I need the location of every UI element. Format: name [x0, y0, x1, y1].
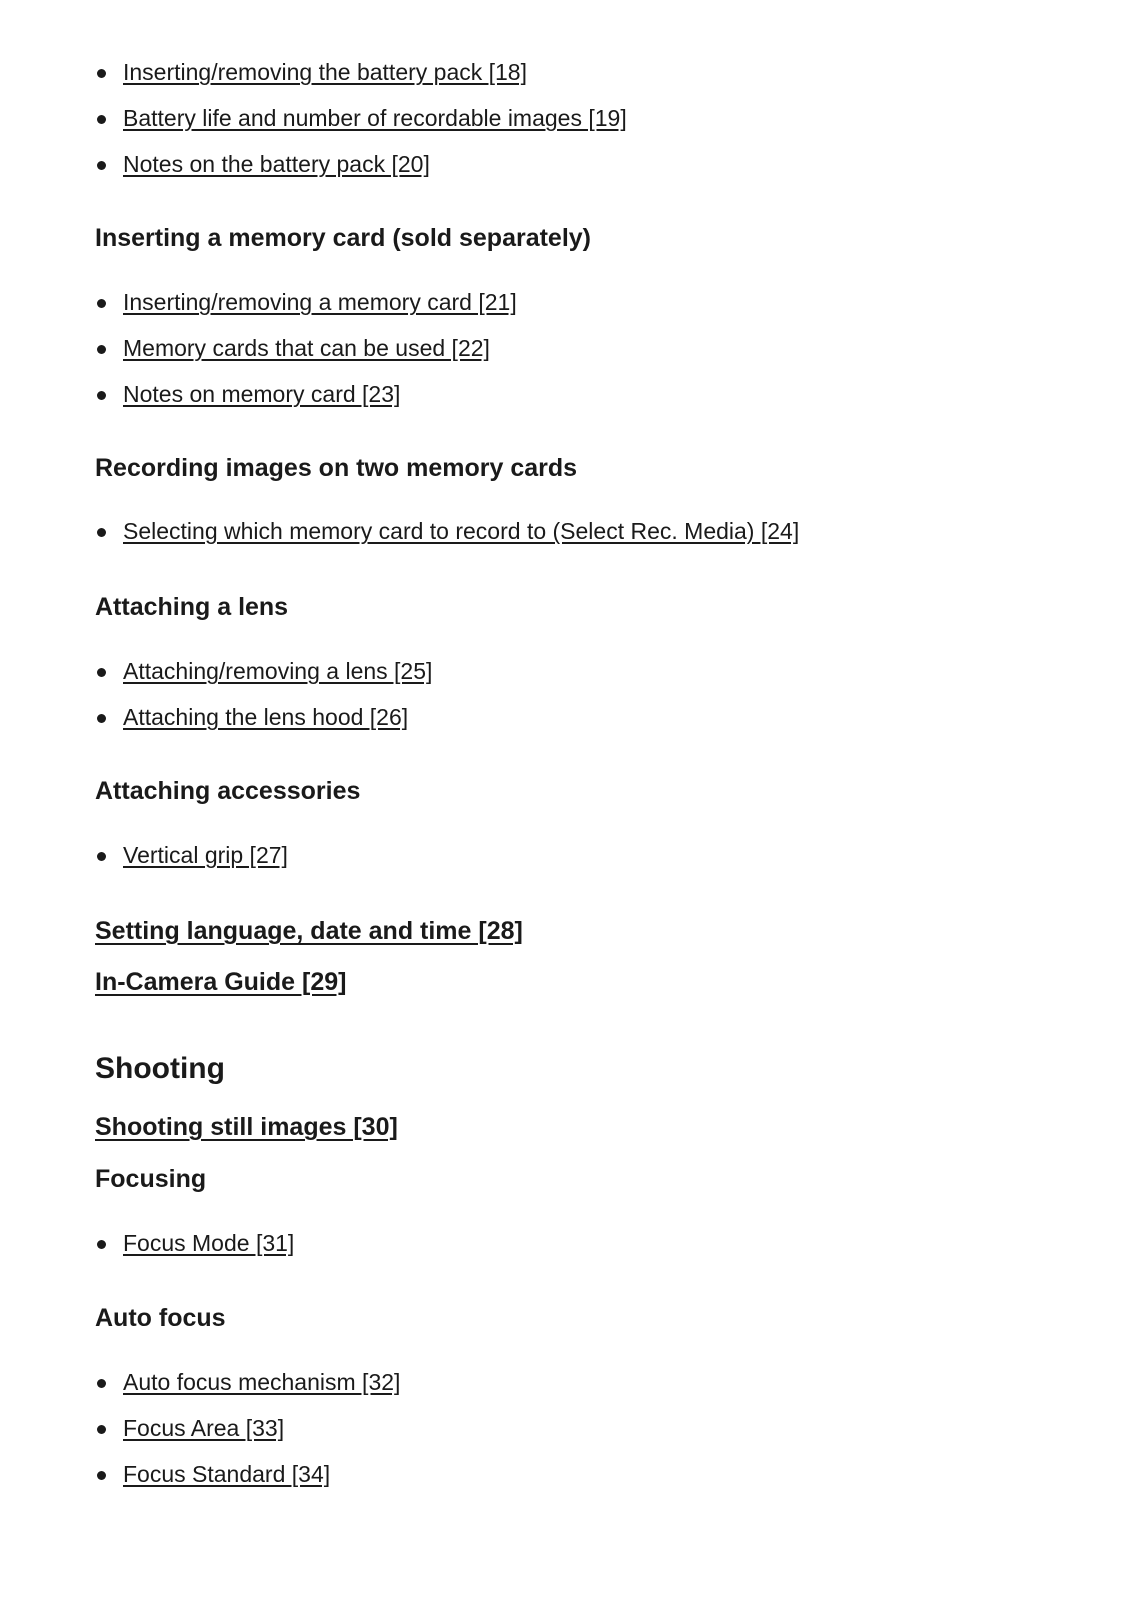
link-battery-life[interactable]: Battery life and number of recordable images [19] — [123, 105, 627, 131]
heading-focusing: Focusing — [95, 1165, 207, 1193]
list-item — [0, 700, 1131, 746]
heading-inserting-memory-card: Inserting a memory card (sold separately) — [95, 224, 592, 252]
heading-attaching-lens: Attaching a lens — [95, 593, 289, 621]
heading-auto-focus: Auto focus — [95, 1304, 226, 1332]
bullet-icon — [97, 668, 106, 677]
bullet-icon — [97, 1240, 106, 1249]
memory-card-link-list — [0, 285, 1131, 423]
list-item — [0, 1365, 1131, 1411]
list-item — [0, 331, 1131, 377]
heading-setting-language — [95, 914, 523, 948]
link-select-rec-media[interactable]: Selecting which memory card to record to (Select Rec. Media) [24] — [123, 518, 800, 544]
list-item — [0, 1411, 1131, 1457]
link-inserting-removing-memory-card[interactable]: Inserting/removing a memory card [21] — [123, 289, 517, 315]
bullet-icon — [97, 1379, 106, 1388]
list-item — [0, 377, 1131, 423]
link-focus-standard[interactable]: Focus Standard [34] — [123, 1461, 331, 1487]
list-item — [0, 147, 1131, 193]
bullet-icon — [97, 852, 106, 861]
lens-link-list — [0, 654, 1131, 746]
focusing-link-list — [0, 1226, 1131, 1272]
heading-shooting-still-images — [95, 1110, 398, 1144]
heading-attaching-accessories: Attaching accessories — [95, 777, 361, 805]
bullet-icon — [97, 161, 106, 170]
bullet-icon — [97, 299, 106, 308]
link-vertical-grip[interactable]: Vertical grip [27] — [123, 842, 288, 868]
list-item — [0, 1226, 1131, 1272]
heading-in-camera-guide — [95, 965, 346, 999]
bullet-icon — [97, 1471, 106, 1480]
list-item — [0, 514, 1131, 560]
link-focus-mode[interactable]: Focus Mode [31] — [123, 1230, 295, 1256]
list-item — [0, 654, 1131, 700]
link-attaching-lens-hood[interactable]: Attaching the lens hood [26] — [123, 704, 409, 730]
bullet-icon — [97, 115, 106, 124]
link-auto-focus-mechanism[interactable]: Auto focus mechanism [32] — [123, 1369, 401, 1395]
link-focus-area[interactable]: Focus Area [33] — [123, 1415, 285, 1441]
chapter-heading-shooting: Shooting — [95, 1052, 225, 1085]
link-inserting-removing-battery-pack[interactable]: Inserting/removing the battery pack [18] — [123, 59, 527, 85]
bullet-icon — [97, 391, 106, 400]
heading-recording-two-cards: Recording images on two memory cards — [95, 454, 578, 482]
list-item — [0, 838, 1131, 884]
bullet-icon — [97, 345, 106, 354]
battery-link-list — [0, 55, 1131, 193]
link-shooting-still-images[interactable]: Shooting still images [30] — [95, 1113, 398, 1141]
bullet-icon — [97, 69, 106, 78]
two-cards-link-list — [0, 514, 1131, 560]
list-item — [0, 285, 1131, 331]
list-item — [0, 55, 1131, 101]
link-memory-cards-usable[interactable]: Memory cards that can be used [22] — [123, 335, 490, 361]
auto-focus-link-list — [0, 1365, 1131, 1503]
list-item — [0, 101, 1131, 147]
bullet-icon — [97, 528, 106, 537]
link-notes-battery-pack[interactable]: Notes on the battery pack [20] — [123, 151, 430, 177]
accessories-link-list — [0, 838, 1131, 884]
link-setting-language-date-time[interactable]: Setting language, date and time [28] — [95, 917, 523, 945]
bullet-icon — [97, 714, 106, 723]
link-notes-memory-card[interactable]: Notes on memory card [23] — [123, 381, 401, 407]
link-attaching-removing-lens[interactable]: Attaching/removing a lens [25] — [123, 658, 433, 684]
bullet-icon — [97, 1425, 106, 1434]
list-item — [0, 1457, 1131, 1503]
link-in-camera-guide[interactable]: In-Camera Guide [29] — [95, 968, 347, 996]
